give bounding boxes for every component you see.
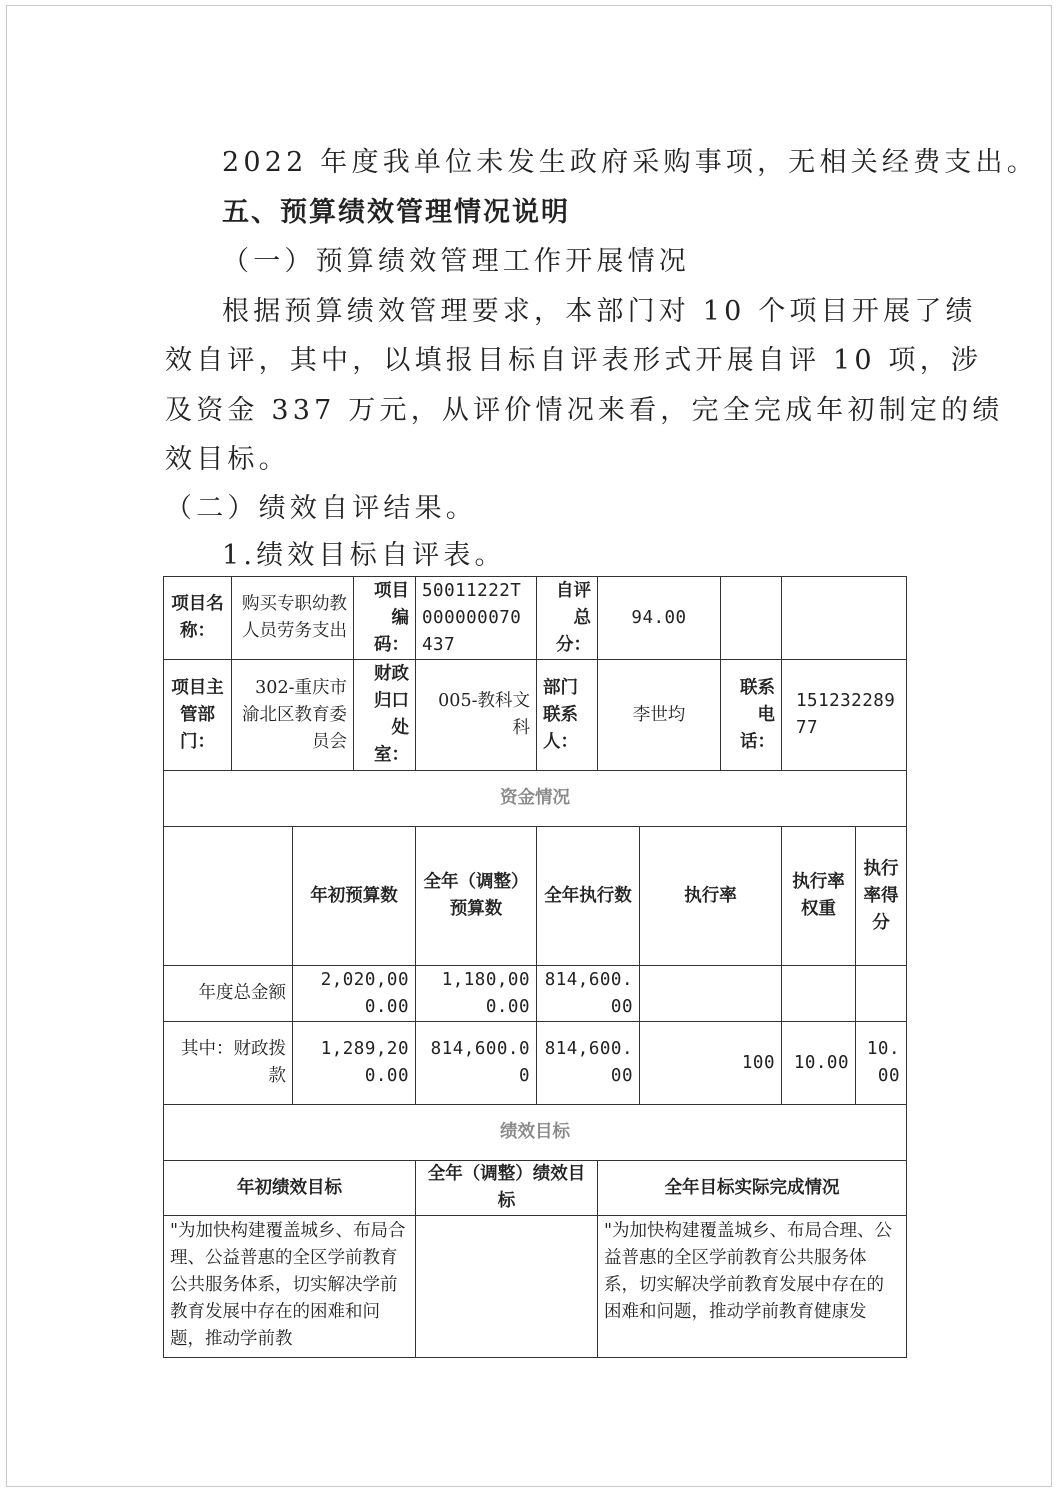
table-row [164, 966, 907, 1022]
heading-table: 1.绩效目标自评表。 [222, 540, 506, 571]
funds-row-adjusted: 1,180,000.00 [416, 966, 537, 1022]
phone-label: 联系电话： [721, 660, 782, 771]
perf-initial-goal: "为加快构建覆盖城乡、布局合理、公益普惠的全区学前教育公共服务体系，切实解决学前教育发展中存在的困难和问题，推动学前教 [164, 1216, 416, 1358]
funds-row-weight [782, 966, 856, 1022]
self-evaluation-table [163, 576, 907, 1358]
paragraph-line-3: 及资金 337 万元，从评价情况来看，完全完成年初制定的绩 [165, 395, 1004, 426]
funds-header-rate: 执行率 [640, 827, 782, 966]
funds-row-label: 年度总金额 [164, 966, 293, 1022]
project-name: 购买专职幼教人员劳务支出 [232, 577, 354, 660]
funds-row-initial: 2,020,000.00 [293, 966, 416, 1022]
funds-row-weight: 10.00 [782, 1022, 856, 1105]
perf-section-title: 绩效目标 [164, 1105, 907, 1161]
contact-label: 部门联系人： [537, 660, 598, 771]
project-code: 50011222T000000070437 [416, 577, 537, 660]
funds-row-executed: 814,600.00 [537, 966, 640, 1022]
funds-row-score: 10.00 [856, 1022, 907, 1105]
perf-actual-completion: "为加快构建覆盖城乡、布局合理、公益普惠的全区学前教育公共服务体系，切实解决学前教育发展中存在的困难和问题，推动学前教育健康发 [598, 1216, 907, 1358]
self-score: 94.00 [598, 577, 721, 660]
paragraph-line-1: 根据预算绩效管理要求，本部门对 10 个项目开展了绩 [222, 296, 977, 327]
table-row [164, 1022, 907, 1105]
project-code-label: 项目编码： [354, 577, 416, 660]
self-score-label: 自评总分： [537, 577, 598, 660]
finance-office-label: 财政归口处室： [354, 660, 416, 771]
perf-adjusted-goal [416, 1216, 598, 1358]
heading-subsection-2: （二）绩效自评结果。 [165, 493, 477, 524]
finance-office: 005-教科文科 [416, 660, 537, 771]
heading-section-5: 五、预算绩效管理情况说明 [222, 197, 570, 228]
funds-row-adjusted: 814,600.00 [416, 1022, 537, 1105]
paragraph-line-2: 效自评，其中，以填报目标自评表形式开展自评 10 项，涉 [165, 345, 983, 376]
funds-header-weight: 执行率权重 [782, 827, 856, 966]
funds-row-rate [640, 966, 782, 1022]
perf-header-adjusted: 全年（调整）绩效目标 [416, 1161, 598, 1216]
phone: 15123228977 [782, 660, 907, 771]
funds-header-adjusted: 全年（调整）预算数 [416, 827, 537, 966]
contact: 李世均 [598, 660, 721, 771]
paragraph-line-4: 效目标。 [165, 444, 290, 475]
perf-header-actual: 全年目标实际完成情况 [598, 1161, 907, 1216]
empty-cell [782, 577, 907, 660]
dept: 302-重庆市渝北区教育委员会 [232, 660, 354, 771]
funds-header-score: 执行率得分 [856, 827, 907, 966]
perf-header-initial: 年初绩效目标 [164, 1161, 416, 1216]
paragraph-procurement: 2022 年度我单位未发生政府采购事项，无相关经费支出。 [222, 147, 1038, 178]
funds-header-executed: 全年执行数 [537, 827, 640, 966]
funds-row-score [856, 966, 907, 1022]
heading-subsection-1: （一）预算绩效管理工作开展情况 [222, 246, 690, 277]
funds-section-title: 资金情况 [164, 771, 907, 827]
dept-label: 项目主管部门： [164, 660, 232, 771]
project-name-label: 项目名称： [164, 577, 232, 660]
empty-cell [164, 827, 293, 966]
funds-header-initial: 年初预算数 [293, 827, 416, 966]
empty-cell [721, 577, 782, 660]
funds-row-initial: 1,289,200.00 [293, 1022, 416, 1105]
funds-row-label: 其中：财政拨款 [164, 1022, 293, 1105]
funds-row-executed: 814,600.00 [537, 1022, 640, 1105]
funds-row-rate: 100 [640, 1022, 782, 1105]
